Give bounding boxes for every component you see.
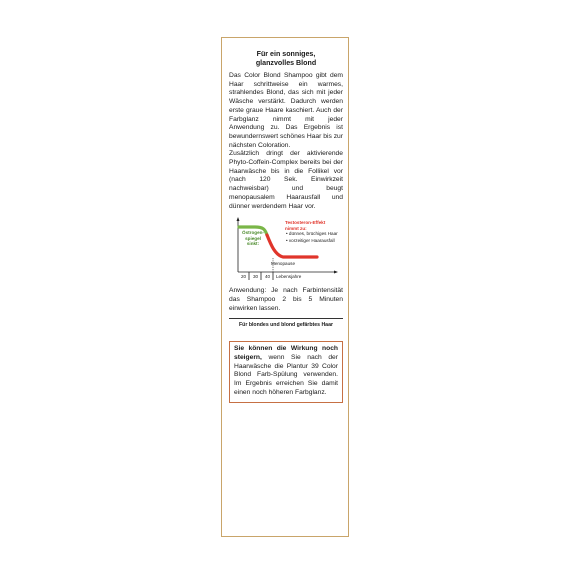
estrogen-label: Östrogen-spiegel sinkt: (242, 230, 264, 247)
description-text (229, 72, 343, 211)
usage-instructions: Anwendung: Je nach Farbintensität das Shampoo 2 bis 5 Minuten einwirken lassen. (229, 287, 343, 312)
testosterone-title: Testosteron-Effekt nimmt zu: (285, 220, 326, 231)
divider (229, 318, 343, 319)
tick-label-20: 20 (241, 274, 247, 280)
tip-text: wenn Sie nach der Haarwäsche die Plantur 39 Color Blond Farb-Spülung verwenden. Im Ergebnis erreichen Sie damit einen noch höheren Farbglanz. (234, 354, 338, 396)
panel-content (229, 38, 343, 403)
tagline: Für blondes und blond gefärbtes Haar (239, 322, 333, 329)
tick-label-40: 40 (265, 274, 271, 280)
paragraph-1: Das Color Blond Shampoo gibt dem Haar schrittweise ein warmes, strahlendes Blond, das sich mit jeder Wäsche verstärkt. Dadurch werden erste graue Haare kaschiert. Auch der Farbglanz nimmt mit jeder Anwendung zu. Das Ergebnis ist bewundernswert schönes Haar bis zur nächsten Coloration. (229, 72, 343, 149)
y-axis-arrow (237, 217, 240, 221)
x-axis-label: Lebensjahre (276, 274, 302, 280)
menopause-label: Menopause (271, 261, 296, 267)
package-side-panel (221, 37, 349, 537)
headline-line-1: Für ein sonniges, (256, 50, 316, 58)
testosterone-bullet-1: • dünnes, brüchiges Haar (286, 231, 338, 237)
testosterone-bullet-2: • vorzeitiger Haarausfall (286, 238, 335, 244)
tip-box (229, 341, 343, 402)
paragraph-2: Zusätzlich dringt der aktivierende Phyto-Coffein-Complex bereits bei der Haarwäsche bis in die Follikel vor (nach 120 Sek. Einwirkzeit nachweisbar) und beugt menopausalem Haarausfall und dünner werdendem Haar vor. (229, 150, 343, 210)
hormone-chart (229, 217, 343, 283)
tick-label-30: 30 (253, 274, 259, 280)
tip-bold: Sie können die Wirkung noch steigern, (234, 345, 338, 362)
headline (229, 50, 343, 68)
headline-line-2: glanzvolles Blond (255, 59, 317, 67)
x-axis-arrow (334, 271, 338, 274)
